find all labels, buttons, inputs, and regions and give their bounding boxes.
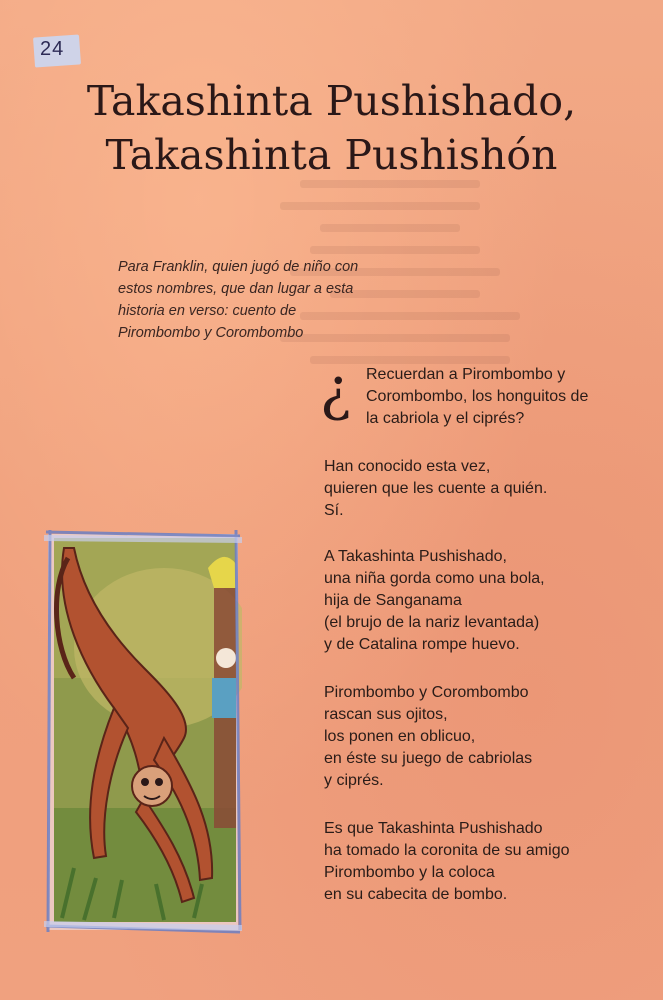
page-number: 24: [40, 38, 65, 60]
dedication-line: Para Franklin, quien jugó de niño con: [118, 259, 359, 275]
poem-line: Es que Takashinta Pushishado: [324, 820, 543, 837]
title-line-2: Takashinta Pushishón: [105, 131, 558, 179]
poem-line: quieren que les cuente a quién.: [324, 480, 548, 497]
poem-line: Han conocido esta vez,: [324, 458, 491, 475]
poem-stanza-1: [366, 364, 636, 430]
poem-line: (el brujo de la nariz levantada): [324, 614, 540, 631]
poem-line: la cabriola y el ciprés?: [366, 410, 525, 427]
poem-line: A Takashinta Pushishado,: [324, 548, 507, 565]
poem-line: una niña gorda como una bola,: [324, 570, 545, 587]
dedication-line: Pirombombo y Corombombo: [118, 325, 304, 341]
page-title: [0, 74, 663, 182]
poem-line: Pirombombo y la coloca: [324, 864, 495, 881]
dedication: [118, 256, 448, 344]
poem-stanza-2: [324, 456, 644, 522]
poem-stanza-4: [324, 682, 644, 792]
poem-line: y ciprés.: [324, 772, 384, 789]
poem-line: hija de Sanganama: [324, 592, 462, 609]
poem-line: Corombombo, los honguitos de: [366, 388, 589, 405]
poem-line: rascan sus ojitos,: [324, 706, 448, 723]
dedication-line: historia en verso: cuento de: [118, 303, 297, 319]
poem-line: Recuerdan a Pirombombo y: [366, 366, 566, 383]
poem-line: ha tomado la coronita de su amigo: [324, 842, 570, 859]
poem-line: Pirombombo y Corombombo: [324, 684, 529, 701]
monkey-illustration: [44, 528, 242, 934]
poem-line: y de Catalina rompe huevo.: [324, 636, 520, 653]
dedication-line: estos nombres, que dan lugar a esta: [118, 281, 354, 297]
poem-stanza-5: [324, 818, 644, 906]
title-line-1: Takashinta Pushishado,: [86, 77, 577, 125]
drop-question-mark: ¿: [320, 355, 352, 423]
poem-line: en éste su juego de cabriolas: [324, 750, 533, 767]
poem-line: Sí.: [324, 502, 344, 519]
poem-line: los ponen en oblicuo,: [324, 728, 476, 745]
poem-line: en su cabecita de bombo.: [324, 886, 508, 903]
poem-stanza-3: [324, 546, 644, 656]
